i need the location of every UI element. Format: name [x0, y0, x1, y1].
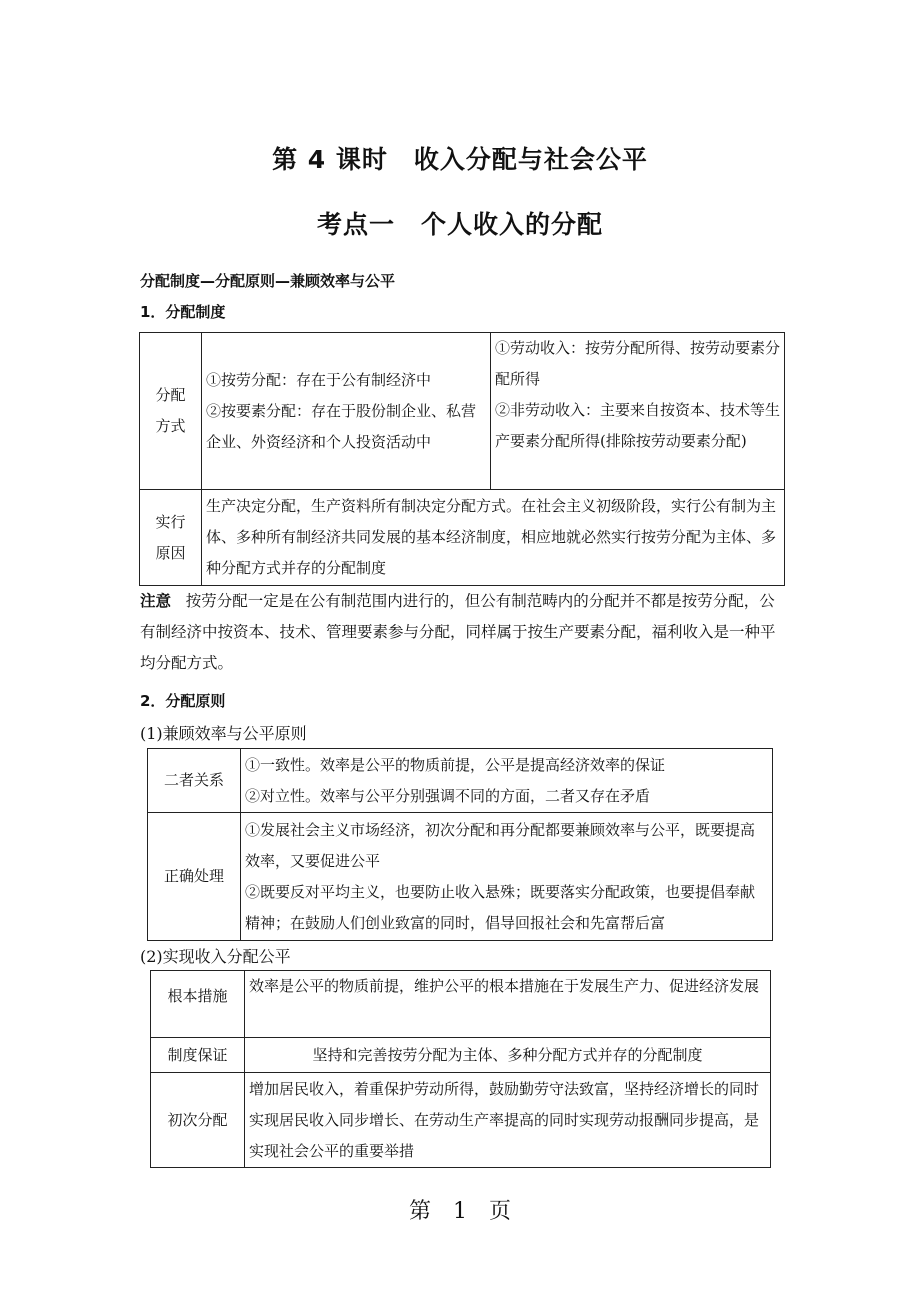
- fundamental-measure-content: 效率是公平的物质前提，维护公平的根本措施在于发展生产力、促进经济发展: [245, 971, 771, 1038]
- relationship-content: ①一致性。效率是公平的物质前提，公平是提高经济效率的保证 ②对立性。效率与公平分别强调不同的方面，二者又存在矛盾: [241, 749, 773, 813]
- row-label-institutional-guarantee: 制度保证: [151, 1038, 245, 1073]
- part1-heading: 1．分配制度: [140, 303, 226, 321]
- distribution-method-right: ①劳动收入：按劳分配所得、按劳动要素分配所得 ②非劳动收入：主要来自按资本、技术等生产要素分配所得(排除按劳动要素分配): [491, 333, 785, 490]
- correct-handling-content: ①发展社会主义市场经济，初次分配和再分配都要兼顾效率与公平，既要提高效率，又要促进公平 ②既要反对平均主义，也要防止收入悬殊；既要落实分配政策，也要提倡奉献精神；在鼓励人们创业致富的同时，倡导回报社会和先富帮后富: [241, 813, 773, 941]
- sub2-heading: (2)实现收入分配公平: [140, 947, 291, 966]
- institutional-guarantee-content: 坚持和完善按劳分配为主体、多种分配方式并存的分配制度: [245, 1038, 771, 1073]
- note-text: 按劳分配一定是在公有制范围内进行的，但公有制范畴内的分配并不都是按劳分配，公有制经济中按资本、技术、管理要素参与分配，同样属于按生产要素分配，福利收入是一种平均分配方式。: [140, 592, 776, 672]
- note-label: 注意: [140, 592, 172, 610]
- row-label-distribution-method: 分配 方式: [140, 333, 202, 490]
- overview-line: 分配制度—分配原则—兼顾效率与公平: [140, 272, 396, 290]
- note-paragraph: [140, 586, 785, 679]
- part2-heading: 2．分配原则: [140, 692, 226, 710]
- reason-content: 生产决定分配，生产资料所有制决定分配方式。在社会主义初级阶段，实行公有制为主体、多种所有制经济共同发展的基本经济制度，相应地就必然实行按劳分配为主体、多种分配方式并存的分配制度: [202, 490, 785, 586]
- row-label-fundamental-measure: 根本措施: [151, 971, 245, 1038]
- efficiency-fairness-table: [147, 748, 773, 941]
- income-fairness-table: [150, 970, 771, 1168]
- row-label-correct-handling: 正确处理: [148, 813, 241, 941]
- primary-distribution-content: 增加居民收入，着重保护劳动所得，鼓励勤劳守法致富，坚持经济增长的同时实现居民收入同步增长、在劳动生产率提高的同时实现劳动报酬同步提高，是实现社会公平的重要举措: [245, 1073, 771, 1168]
- row-label-primary-distribution: 初次分配: [151, 1073, 245, 1168]
- page-number: 第 1 页: [409, 1199, 511, 1224]
- page-title: 第 4 课时 收入分配与社会公平: [272, 145, 648, 174]
- row-label-relationship: 二者关系: [148, 749, 241, 813]
- row-label-reason: 实行 原因: [140, 490, 202, 586]
- section-title: 考点一 个人收入的分配: [316, 210, 603, 239]
- distribution-method-middle: ①按劳分配：存在于公有制经济中 ②按要素分配：存在于股份制企业、私营企业、外资经济和个人投资活动中: [202, 333, 491, 490]
- sub1-heading: (1)兼顾效率与公平原则: [140, 724, 307, 743]
- distribution-system-table: [139, 332, 785, 586]
